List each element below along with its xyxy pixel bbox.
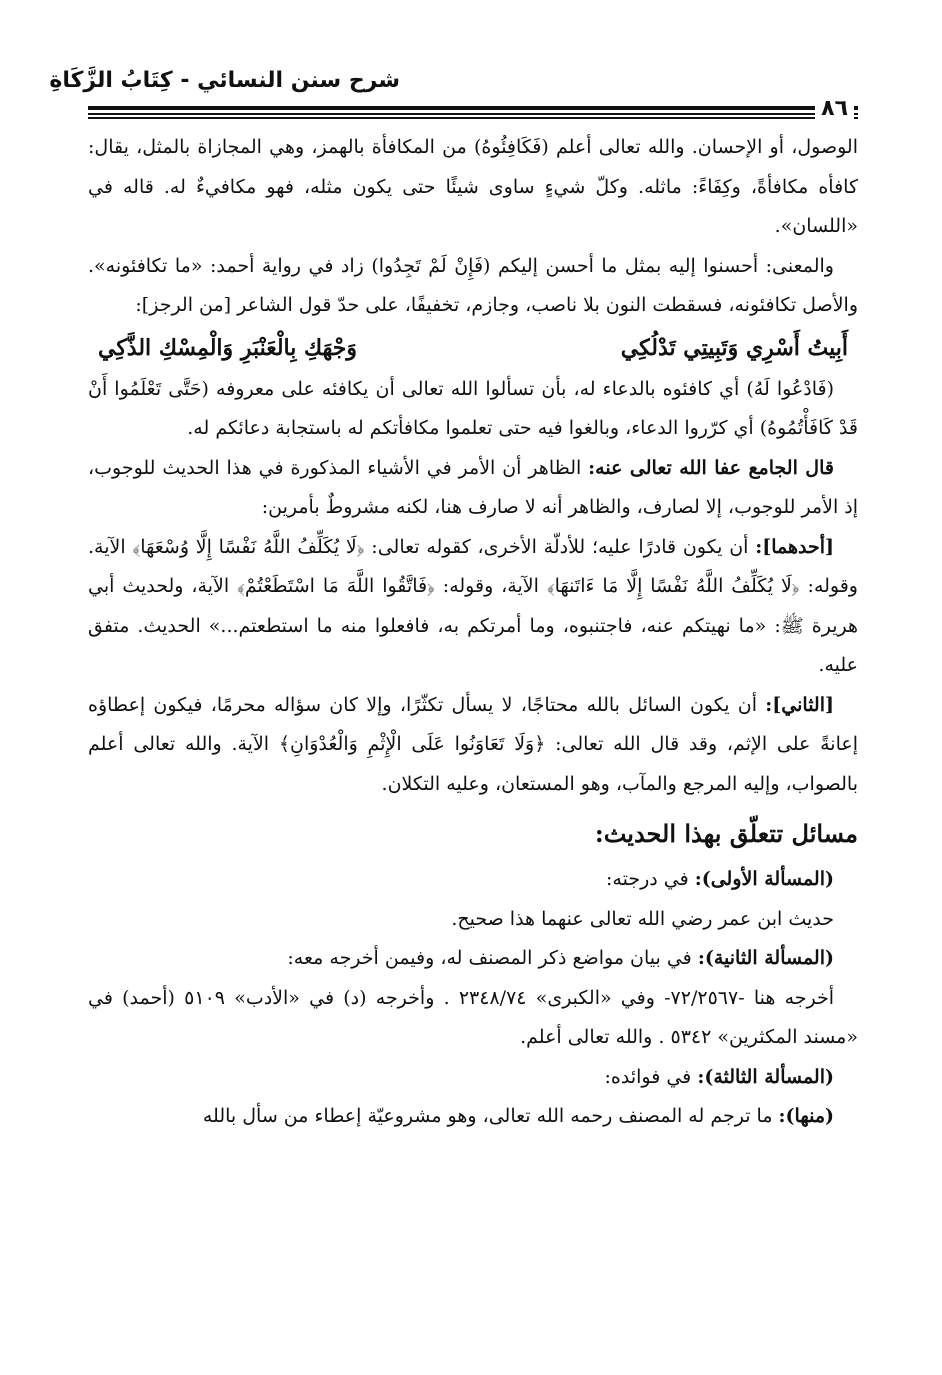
- issue-3-text: [88, 1097, 858, 1137]
- thin-rule: [88, 113, 858, 115]
- paragraph-5-text: أن يكون قادرًا عليه؛ للأدلّة الأخرى، كقوله تعالى: ﴿لَا يُكَلِّفُ اللَّهُ نَفْسًا إِلَّا وُسْعَهَا﴾ الآية. وقوله: ﴿لَا يُكَلِّفُ اللَّهُ نَفْسًا إِلَّا مَا ءَاتَنهَا﴾ الآية، وقوله: ﴿فَاتَّقُوا اللَّهَ مَا اسْتَطَعْتُمْ﴾ الآية، ولحديث أبي هريرة ﷺ: «ما نهيتكم عنه، فاجتنبوه، وما أمرتكم به، فافعلوا منه ما استطعتم...» الحديث. متفق عليه.: [88, 535, 858, 676]
- paragraph-2: والمعنى: أحسنوا إليه بمثل ما أحسن إليكم (فَإِنْ لَمْ تَجِدُوا) زاد في رواية أحمد: «ما تكافئونه». والأصل تكافئونه، فسقطت النون بلا ناصب، وجازم، تخفيفًا، على حدّ قول الشاعر [من الرجز]:: [88, 254, 858, 316]
- page-body: [88, 128, 858, 1137]
- paragraph-4-lead: قال الجامع عفا الله تعالى عنه:: [588, 456, 834, 479]
- book-page: [49, 62, 858, 1137]
- thin-rule-2: [88, 117, 858, 119]
- issue-2-heading: [88, 939, 858, 979]
- page-number: ٨٦: [815, 96, 854, 121]
- paragraph-1: الوصول، أو الإحسان. والله تعالى أعلم (فَكَافِئُوهُ) من المكافأة بالهمز، وهي المجازاة بالمثل، يقال: كافأه مكافأةً، وكِفَاءً: ماثله. وكلّ شيءٍ ساوى شيئًا حتى يكون مثله، فهو مكافيءٌ له. قاله في «اللسان».: [88, 136, 858, 237]
- issue-2-subject: في بيان مواضع ذكر المصنف له، وفيمن أخرجه معه:: [287, 947, 698, 969]
- issue-1-text: حديث ابن عمر رضي الله تعالى عنهما هذا صحيح.: [451, 907, 834, 930]
- issue-3-subject: في فوائده:: [604, 1065, 698, 1088]
- paragraph-5: [88, 528, 858, 686]
- paragraph-3: (فَادْعُوا لَهُ) أي كافئوه بالدعاء له، بأن تسألوا الله تعالى أن يكافئه على معروفه (حَتَّى تَعْلَمُوا أَنْ قَدْ كَافَأْتُمُوهُ) أي كرّروا الدعاء، وبالغوا فيه حتى تعلموا مكافأتكم له باستجابة دعائكم له.: [88, 377, 858, 439]
- paragraph-4: [88, 449, 858, 528]
- issue-1-subject: في درجته:: [606, 868, 695, 890]
- verse-second-hemistich: وَجْهَكِ بِالْعَنْبَرِ وَالْمِسْكِ الذَّكِي: [98, 334, 357, 361]
- section-title: مسائل تتعلّق بهذا الحديث:: [594, 819, 858, 848]
- running-header: [49, 62, 858, 102]
- poetry-verse: [88, 326, 858, 370]
- issue-1-heading: [88, 860, 858, 900]
- issue-2-text: أخرجه هنا -٧٢/٢٥٦٧- وفي «الكبرى» ٢٣٤٨/٧٤ . وأخرجه (د) في «الأدب» ٥١٠٩ (أحمد) في «مسند المكثرين» ٥٣٤٢ . والله تعالى أعلم.: [88, 986, 858, 1048]
- issue-3-lead: (المسألة الثالثة):: [697, 1065, 834, 1088]
- issue-1-lead: (المسألة الأولى):: [694, 868, 834, 890]
- thick-rule: [88, 106, 858, 110]
- issue-3-heading: [88, 1058, 858, 1098]
- paragraph-6-text: أن يكون السائل بالله محتاجًا، لا يسأل تكثّرًا، وإلا كان سؤاله محرمًا، فيكون إعطاؤه إعانةً على الإثم، وقد قال الله تعالى: ﴿وَلَا تَعَاوَنُوا عَلَى الْإِثْمِ وَالْعُدْوَانِ﴾ الآية. والله تعالى أعلم بالصواب، وإليه المرجع والمآب، وهو المستعان، وعليه التكلان.: [88, 693, 858, 795]
- paragraph-4-text: الظاهر أن الأمر في الأشياء المذكورة في هذا الحديث للوجوب، إذ الأمر للوجوب، إلا لصارف، والظاهر أنه لا صارف هنا، لكنه مشروطٌ بأمرين:: [88, 456, 858, 518]
- paragraph-6-lead: [الثاني]:: [765, 693, 834, 716]
- paragraph-5-lead: [أحدهما]:: [755, 535, 834, 558]
- header-rule: [88, 96, 858, 121]
- issue-3-text-body: ما ترجم له المصنف رحمه الله تعالى، وهو مشروعيّة إعطاء من سأل بالله: [202, 1105, 779, 1127]
- paragraph-6: [88, 686, 858, 805]
- verse-first-hemistich: أَبِيتُ أَسْرِي وَتَبِيتِي تَدْلُكِي: [620, 334, 848, 361]
- header-title: شرح سنن النسائي - كِتَابُ الزَّكَاةِ: [49, 68, 400, 93]
- issue-2-lead: (المسألة الثانية):: [697, 947, 834, 969]
- issue-3-text-lead: (منها):: [778, 1105, 834, 1127]
